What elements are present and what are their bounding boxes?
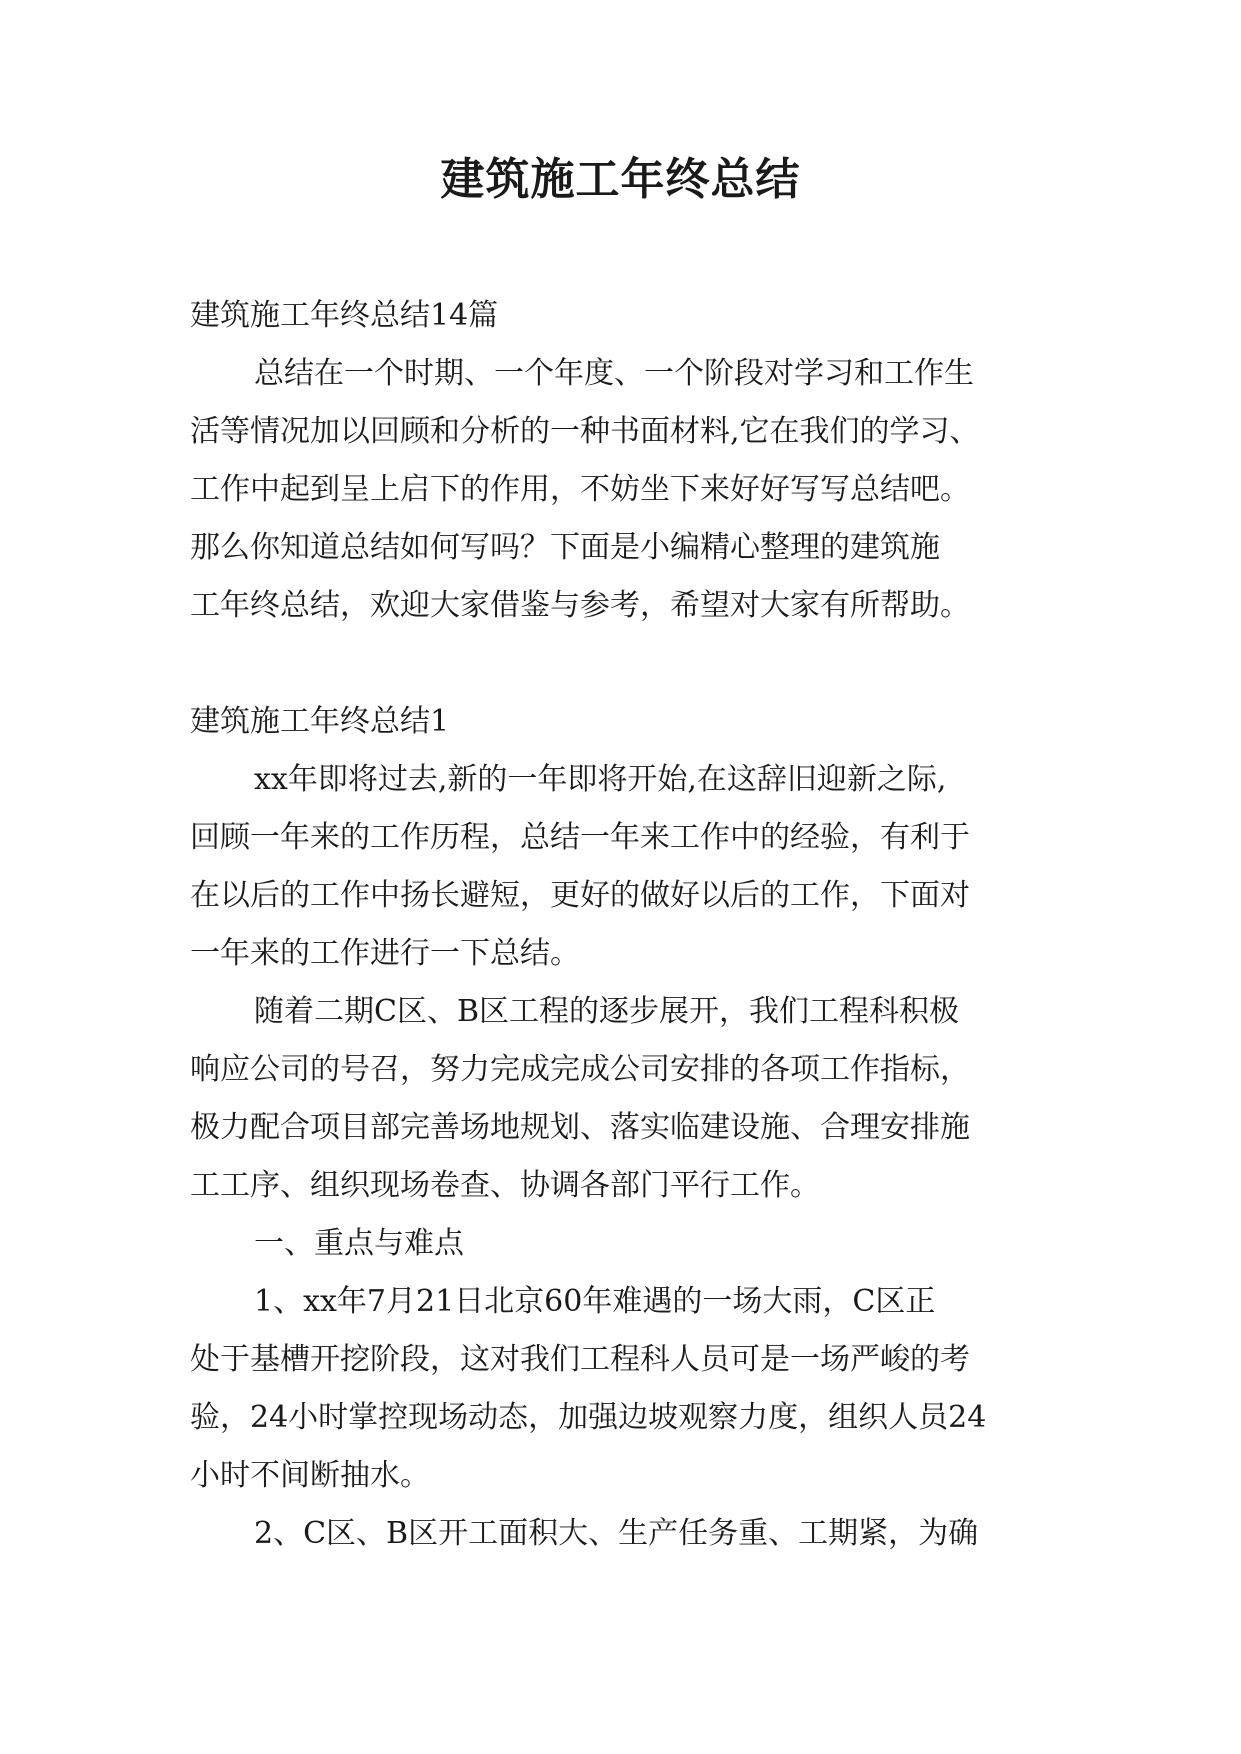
- paragraph-line: 工工序、组织现场卷查、协调各部门平行工作。: [190, 1168, 820, 1203]
- paragraph-1: [190, 751, 1060, 983]
- paragraph-2: [190, 983, 1060, 1215]
- subheading: 一、重点与难点: [254, 1226, 464, 1261]
- section-heading: 建筑施工年终总结1: [190, 704, 450, 739]
- document-title: 建筑施工年终总结: [440, 154, 801, 205]
- document-body: [190, 287, 1060, 1563]
- paragraph-line: 1、xx年7月21日北京60年难遇的一场大雨，C区正: [254, 1284, 936, 1319]
- paragraph-line: 极力配合项目部完善场地规划、落实临建设施、合理安排施: [190, 1110, 970, 1145]
- intro-line: 活等情况加以回顾和分析的一种书面材料,它在我们的学习、: [190, 414, 980, 449]
- paragraph-line: 一年来的工作进行一下总结。: [190, 936, 580, 971]
- collection-heading: 建筑施工年终总结14篇: [190, 298, 499, 333]
- paragraph-line: 在以后的工作中扬长避短，更好的做好以后的工作，下面对: [190, 878, 970, 913]
- paragraph-line: 处于基槽开挖阶段，这对我们工程科人员可是一场严峻的考: [190, 1342, 970, 1377]
- intro-line: 工作中起到呈上启下的作用，不妨坐下来好好写写总结吧。: [190, 472, 970, 507]
- paragraph-line: 随着二期C区、B区工程的逐步展开，我们工程科积极: [254, 994, 959, 1029]
- intro-paragraph: [190, 345, 1060, 635]
- intro-line: 那么你知道总结如何写吗？下面是小编精心整理的建筑施: [190, 530, 940, 565]
- paragraph-line: 回顾一年来的工作历程，总结一年来工作中的经验，有利于: [190, 820, 970, 855]
- paragraph-line: 验，24小时掌控现场动态，加强边坡观察力度，组织人员24: [190, 1400, 987, 1435]
- paragraph-line: 响应公司的号召，努力完成完成公司安排的各项工作指标，: [190, 1052, 970, 1087]
- paragraph-line: xx年即将过去,新的一年即将开始,在这辞旧迎新之际,: [254, 762, 947, 797]
- intro-line: 总结在一个时期、一个年度、一个阶段对学习和工作生: [254, 356, 974, 391]
- list-item-1: [190, 1273, 1060, 1505]
- list-item-2: [190, 1505, 1060, 1563]
- intro-line: 工年终总结，欢迎大家借鉴与参考，希望对大家有所帮助。: [190, 588, 970, 623]
- paragraph-line: 小时不间断抽水。: [190, 1458, 430, 1493]
- paragraph-line: 2、C区、B区开工面积大、生产任务重、工期紧，为确: [254, 1516, 979, 1551]
